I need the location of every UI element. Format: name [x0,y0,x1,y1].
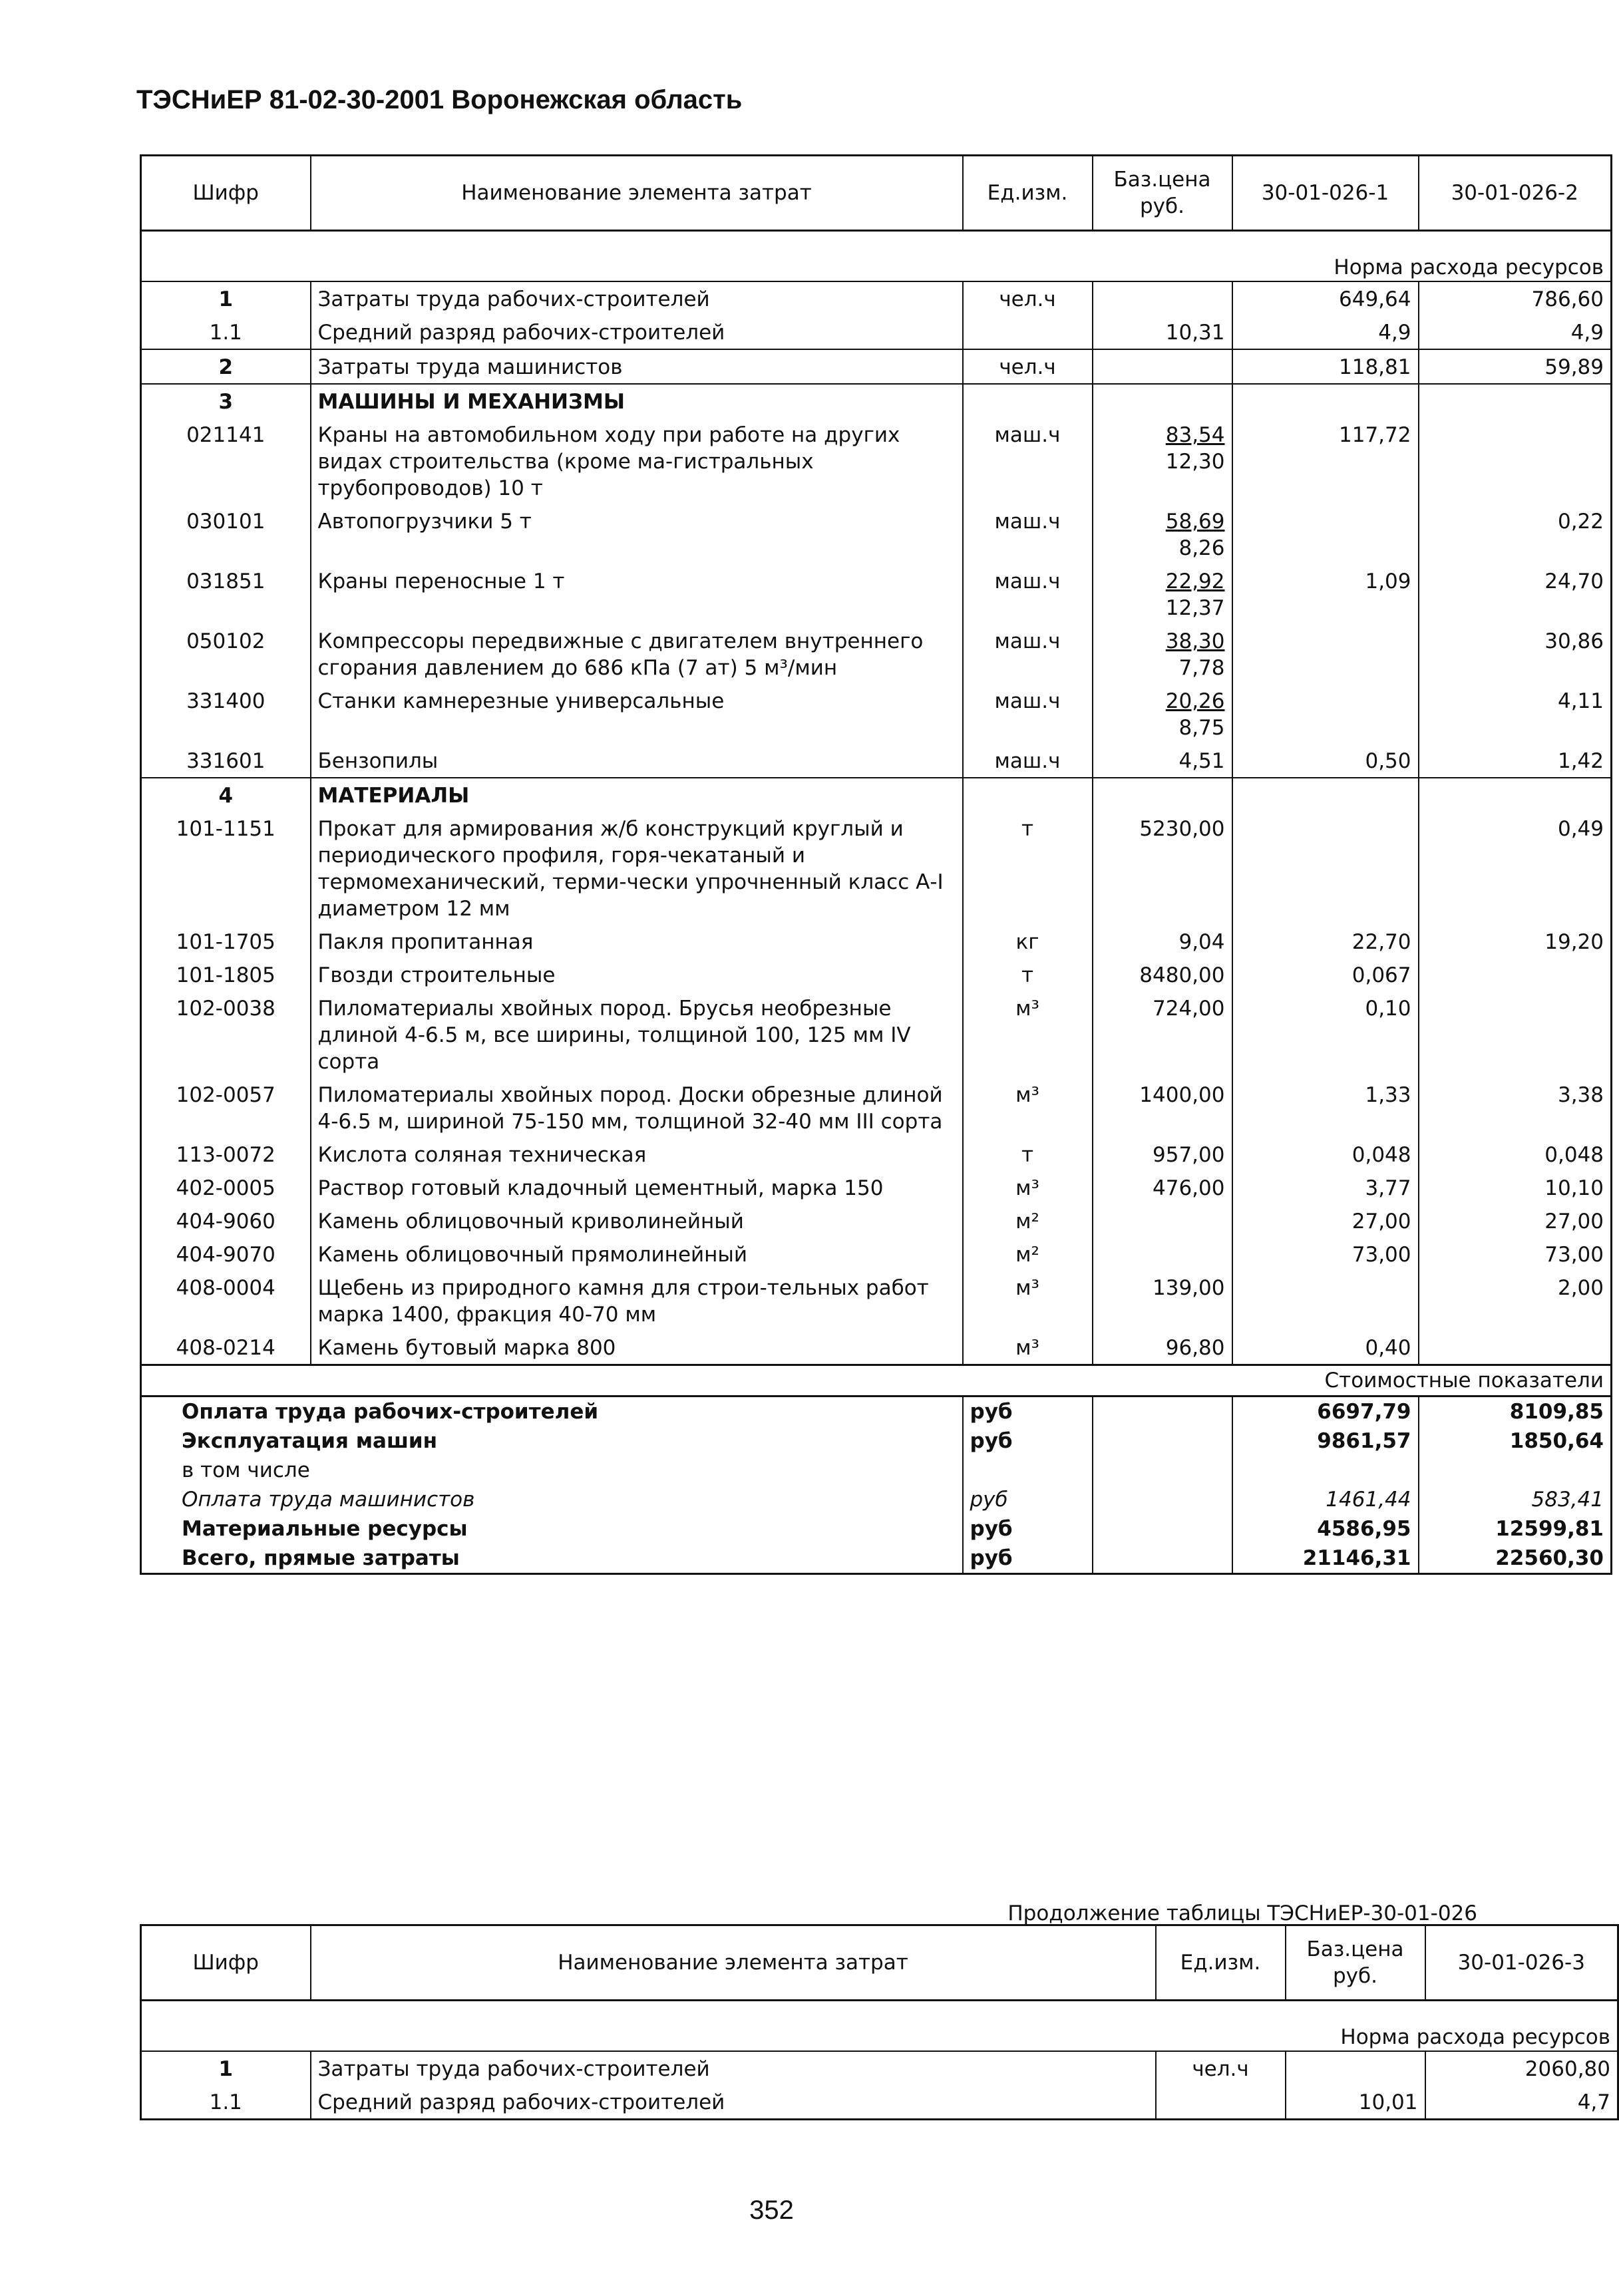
header2-name: Наименование элемента затрат [311,1925,1156,2001]
cell-norm-1: 0,50 [1232,744,1419,778]
summary-norm-2: 8109,85 [1419,1396,1612,1427]
cell-name: Камень облицовочный криволинейный [311,1204,963,1237]
cell-norm-1: 1,09 [1232,564,1419,624]
summary-price [1093,1514,1232,1544]
cell-unit: м² [963,1204,1093,1237]
cell-name: Затраты труда рабочих-строителей [311,281,963,315]
cell-name: Средний разряд рабочих-строителей [311,315,963,349]
cell-price: 10,01 [1286,2085,1425,2120]
table-row [141,418,1612,504]
table-row [141,1271,1612,1331]
cell-norm-1: 73,00 [1232,1237,1419,1271]
cell-name: Камень бутовый марка 800 [311,1331,963,1365]
cell-norm-2: 19,20 [1419,925,1612,958]
price-base: 20,26 [1165,689,1225,713]
cell-price [1093,812,1232,925]
header-price: Баз.цена руб. [1093,156,1232,231]
cell-price [1093,349,1232,384]
cell-name: Пиломатериалы хвойных пород. Доски обрезные длиной 4-6.5 м, шириной 75-150 мм, толщиной 32-40 мм III сорта [311,1078,963,1138]
summary-row [141,1456,1612,1485]
cell-norm-2: 0,49 [1419,812,1612,925]
cell-price [1093,925,1232,958]
cell-price [1093,504,1232,564]
cell-unit: маш.ч [963,744,1093,778]
cell-code: 404-9060 [176,1210,275,1233]
header-norm-2: 30-01-026-2 [1419,156,1612,231]
norm-label-row-2 [141,2024,1618,2051]
cell-unit: маш.ч [963,684,1093,744]
summary-norm-2: 22560,30 [1419,1544,1612,1574]
cell-price [1093,744,1232,778]
table-row [141,349,1612,384]
cell-norm-2 [1419,958,1612,991]
cell-name: Средний разряд рабочих-строителей [311,2085,1156,2120]
summary-norm-2: 12599,81 [1419,1514,1612,1544]
cell-unit [1156,2085,1286,2120]
summary-price [1093,1544,1232,1574]
cell-unit: т [963,958,1093,991]
table-row [141,624,1612,684]
cell-norm-1: 1,33 [1232,1078,1419,1138]
summary-norm-2: 1850,64 [1419,1426,1612,1456]
cell-name: Камень облицовочный прямолинейный [311,1237,963,1271]
cell-norm-1: 0,048 [1232,1138,1419,1171]
table-row [141,1237,1612,1271]
cell-norm-2 [1419,778,1612,812]
cell-norm-1 [1232,624,1419,684]
summary-name: Всего, прямые затраты [182,1546,460,1570]
cell-norm-1: 4,9 [1232,315,1419,349]
cell-code: 102-0038 [176,997,275,1021]
summary-name: Материальные ресурсы [182,1517,468,1541]
table-row [141,564,1612,624]
cell-code: 102-0057 [176,1083,275,1107]
cell-norm-2: 4,11 [1419,684,1612,744]
cell-norm-2 [1419,1331,1612,1365]
summary-price [1093,1396,1232,1427]
table-row [141,281,1612,315]
cost-label-row [141,1365,1612,1396]
cell-norm-2 [1419,384,1612,418]
cell-price [1286,2051,1425,2085]
cell-norm-3: 4,7 [1425,2085,1618,2120]
cell-price [1093,958,1232,991]
price-base: 476,00 [1153,1176,1225,1200]
cell-unit: м³ [963,1271,1093,1331]
cell-unit: т [963,1138,1093,1171]
table-row [141,778,1612,812]
cell-name: Затраты труда машинистов [311,349,963,384]
summary-row [141,1426,1612,1456]
cell-code: 408-0004 [176,1276,275,1300]
cell-norm-2: 30,86 [1419,624,1612,684]
cell-norm-1: 0,067 [1232,958,1419,991]
cell-unit: м³ [963,991,1093,1078]
table-row [141,2085,1618,2120]
cell-price [1093,684,1232,744]
summary-unit: руб [963,1544,1093,1574]
cell-name: Пиломатериалы хвойных пород. Брусья необрезные длиной 4-6.5 м, все ширины, толщиной 100, 125 мм IV сорта [311,991,963,1078]
continuation-label: Продолжение таблицы ТЭСНиЕР-30-01-026 [1007,1901,1477,1925]
price-labor: 12,30 [1165,450,1225,474]
cell-norm-1 [1232,384,1419,418]
cell-price [1093,1138,1232,1171]
cell-code: 1.1 [209,321,242,345]
cell-norm-1 [1232,812,1419,925]
summary-price [1093,1426,1232,1456]
cell-code: 402-0005 [176,1176,275,1200]
table2-body [141,2001,1618,2120]
cell-name: Прокат для армирования ж/б конструкций круглый и периодического профиля, горя-чекатаный и термомеханический, терми-чески упрочненный класс А-I диаметром 12 мм [311,812,963,925]
cell-norm-2: 4,9 [1419,315,1612,349]
summary-name: Оплата труда машинистов [182,1488,475,1512]
table-body [141,231,1612,1574]
cell-code: 101-1805 [176,963,275,987]
price-base: 1400,00 [1139,1083,1225,1107]
table-row [141,504,1612,564]
cell-code: 031851 [186,570,266,593]
cell-name: МАШИНЫ И МЕХАНИЗМЫ [311,384,963,418]
summary-unit [963,1456,1093,1485]
summary-row [141,1514,1612,1544]
cell-name: Щебень из природного камня для строи-тельных работ марка 1400, фракция 40-70 мм [311,1271,963,1331]
cell-norm-2: 3,38 [1419,1078,1612,1138]
price-base: 9,04 [1178,930,1225,954]
summary-unit: руб [963,1514,1093,1544]
cell-price [1093,991,1232,1078]
price-base: 38,30 [1165,629,1225,653]
price-base: 22,92 [1165,570,1225,593]
cell-unit: чел.ч [963,281,1093,315]
cell-norm-2: 1,42 [1419,744,1612,778]
header2-norm-3: 30-01-026-3 [1425,1925,1618,2001]
summary-unit: руб [963,1396,1093,1427]
cell-code: 1 [218,287,234,311]
cell-price [1093,384,1232,418]
summary-name: Эксплуатация машин [182,1429,438,1453]
resource-table-continuation [140,1924,1619,2120]
summary-norm-1: 6697,79 [1232,1396,1419,1427]
cell-norm-2: 0,22 [1419,504,1612,564]
cell-code: 030101 [186,510,266,534]
header-name: Наименование элемента затрат [311,156,963,231]
table-row [141,744,1612,778]
cell-norm-1 [1232,684,1419,744]
summary-norm-1 [1232,1456,1419,1485]
norm-label: Норма расхода ресурсов [141,254,1612,281]
table-row [141,1204,1612,1237]
table-row [141,1331,1612,1365]
cell-norm-2 [1419,418,1612,504]
cell-norm-1: 27,00 [1232,1204,1419,1237]
norm-label-2: Норма расхода ресурсов [141,2024,1618,2051]
header-unit: Ед.изм. [963,156,1093,231]
cell-name: Краны переносные 1 т [311,564,963,624]
table2-header-row [141,1925,1618,2001]
cell-code: 3 [141,384,311,418]
summary-name: в том числе [182,1458,310,1482]
cell-price [1093,564,1232,624]
cell-unit: чел.ч [963,349,1093,384]
cell-price [1093,1271,1232,1331]
cell-norm-2: 10,10 [1419,1171,1612,1204]
price-labor: 12,37 [1165,596,1225,620]
cell-code: 113-0072 [176,1143,275,1167]
cell-unit: маш.ч [963,564,1093,624]
cell-norm-1 [1232,1271,1419,1331]
cell-norm-1 [1232,778,1419,812]
cell-norm-1: 0,10 [1232,991,1419,1078]
cell-price [1093,778,1232,812]
cell-price [1093,281,1232,315]
cell-price [1093,315,1232,349]
cell-unit: кг [963,925,1093,958]
summary-norm-2: 583,41 [1419,1485,1612,1514]
cell-price [1093,1331,1232,1365]
cell-price [1093,418,1232,504]
cell-norm-1: 0,40 [1232,1331,1419,1365]
table-row [141,925,1612,958]
header-norm-1: 30-01-026-1 [1232,156,1419,231]
cell-norm-1: 3,77 [1232,1171,1419,1204]
cell-code: 4 [141,778,311,812]
table-row [141,991,1612,1078]
cell-price [1093,1078,1232,1138]
cell-norm-1 [1232,504,1419,564]
cell-name: Раствор готовый кладочный цементный, марка 150 [311,1171,963,1204]
table-row [141,315,1612,349]
cell-unit: чел.ч [1156,2051,1286,2085]
cell-unit: маш.ч [963,418,1093,504]
cell-code: 408-0214 [176,1336,275,1360]
price-labor: 7,78 [1178,656,1225,680]
cell-name: Автопогрузчики 5 т [311,504,963,564]
cell-price [1093,1237,1232,1271]
cell-norm-2: 24,70 [1419,564,1612,624]
price-base: 5230,00 [1139,817,1225,841]
table-row [141,384,1612,418]
table-row [141,812,1612,925]
cell-unit [963,315,1093,349]
cell-code: 404-9070 [176,1243,275,1267]
cell-unit: м³ [963,1171,1093,1204]
price-base: 58,69 [1165,510,1225,534]
price-labor: 8,26 [1178,536,1225,560]
cell-unit: м³ [963,1331,1093,1365]
header2-code: Шифр [192,1951,259,1975]
summary-name: Оплата труда рабочих-строителей [182,1400,599,1424]
cell-price [1093,1204,1232,1237]
summary-norm-1: 9861,57 [1232,1426,1419,1456]
cell-norm-1: 118,81 [1232,349,1419,384]
price-base: 10,31 [1165,321,1225,345]
cell-code: 101-1151 [176,817,275,841]
cell-norm-2: 73,00 [1419,1237,1612,1271]
summary-unit: руб [963,1426,1093,1456]
summary-norm-1: 1461,44 [1232,1485,1419,1514]
resource-table-main [140,154,1612,1575]
table-row [141,1078,1612,1138]
page-number: 352 [749,2196,794,2225]
price-base: 96,80 [1165,1336,1225,1360]
header2-unit: Ед.изм. [1156,1925,1286,2001]
document-title: ТЭСНиЕР 81-02-30-2001 Воронежская область [136,85,743,114]
price-base: 83,54 [1165,423,1225,447]
table-header-row [141,156,1612,231]
price-base: 4,51 [1178,749,1225,773]
cell-name: Гвозди строительные [311,958,963,991]
cell-name: Станки камнерезные универсальные [311,684,963,744]
cell-name: Компрессоры передвижные с двигателем внутреннего сгорания давлением до 686 кПа (7 ат) 5 м³/мин [311,624,963,684]
price-labor: 8,75 [1178,716,1225,740]
cell-code: 1 [218,2057,234,2081]
summary-norm-1: 4586,95 [1232,1514,1419,1544]
summary-price [1093,1485,1232,1514]
cell-unit: маш.ч [963,504,1093,564]
price-base: 8480,00 [1139,963,1225,987]
cell-code: 050102 [186,629,266,653]
cost-label: Стоимостные показатели [141,1365,1612,1396]
summary-price [1093,1456,1232,1485]
price-base: 724,00 [1153,997,1225,1021]
cell-name: МАТЕРИАЛЫ [311,778,963,812]
cell-norm-2: 27,00 [1419,1204,1612,1237]
header2-price: Баз.цена руб. [1286,1925,1425,2001]
table-row [141,2051,1618,2085]
cell-norm-1: 22,70 [1232,925,1419,958]
cell-norm-1: 117,72 [1232,418,1419,504]
cell-code: 2 [141,349,311,384]
cell-norm-2: 0,048 [1419,1138,1612,1171]
table-row [141,958,1612,991]
cell-unit [963,778,1093,812]
cell-unit: т [963,812,1093,925]
price-base: 139,00 [1153,1276,1225,1300]
summary-row [141,1485,1612,1514]
cell-norm-2: 786,60 [1419,281,1612,315]
header-code: Шифр [192,181,259,205]
cell-unit: м³ [963,1078,1093,1138]
cell-code: 331400 [186,689,266,713]
cell-name: Краны на автомобильном ходу при работе на других видах строительства (кроме ма-гистральных трубопроводов) 10 т [311,418,963,504]
cell-code: 021141 [186,423,266,447]
summary-norm-1: 21146,31 [1232,1544,1419,1574]
table-row [141,684,1612,744]
table-row [141,1171,1612,1204]
cell-unit: м² [963,1237,1093,1271]
summary-norm-2 [1419,1456,1612,1485]
cell-name: Бензопилы [311,744,963,778]
summary-row [141,1544,1612,1574]
summary-row [141,1396,1612,1427]
cell-code: 1.1 [209,2090,242,2114]
cell-price [1093,624,1232,684]
summary-unit: руб [963,1485,1093,1514]
cell-price [1093,1171,1232,1204]
price-base: 957,00 [1153,1143,1225,1167]
table-row [141,1138,1612,1171]
cell-name: Пакля пропитанная [311,925,963,958]
norm-label-row [141,254,1612,281]
cell-name: Затраты труда рабочих-строителей [311,2051,1156,2085]
cell-norm-2: 59,89 [1419,349,1612,384]
cell-norm-1: 649,64 [1232,281,1419,315]
cell-code: 101-1705 [176,930,275,954]
cell-unit [963,384,1093,418]
cell-code: 331601 [186,749,266,773]
cell-norm-3: 2060,80 [1425,2051,1618,2085]
cell-norm-2: 2,00 [1419,1271,1612,1331]
cell-norm-2 [1419,991,1612,1078]
cell-name: Кислота соляная техническая [311,1138,963,1171]
cell-unit: маш.ч [963,624,1093,684]
